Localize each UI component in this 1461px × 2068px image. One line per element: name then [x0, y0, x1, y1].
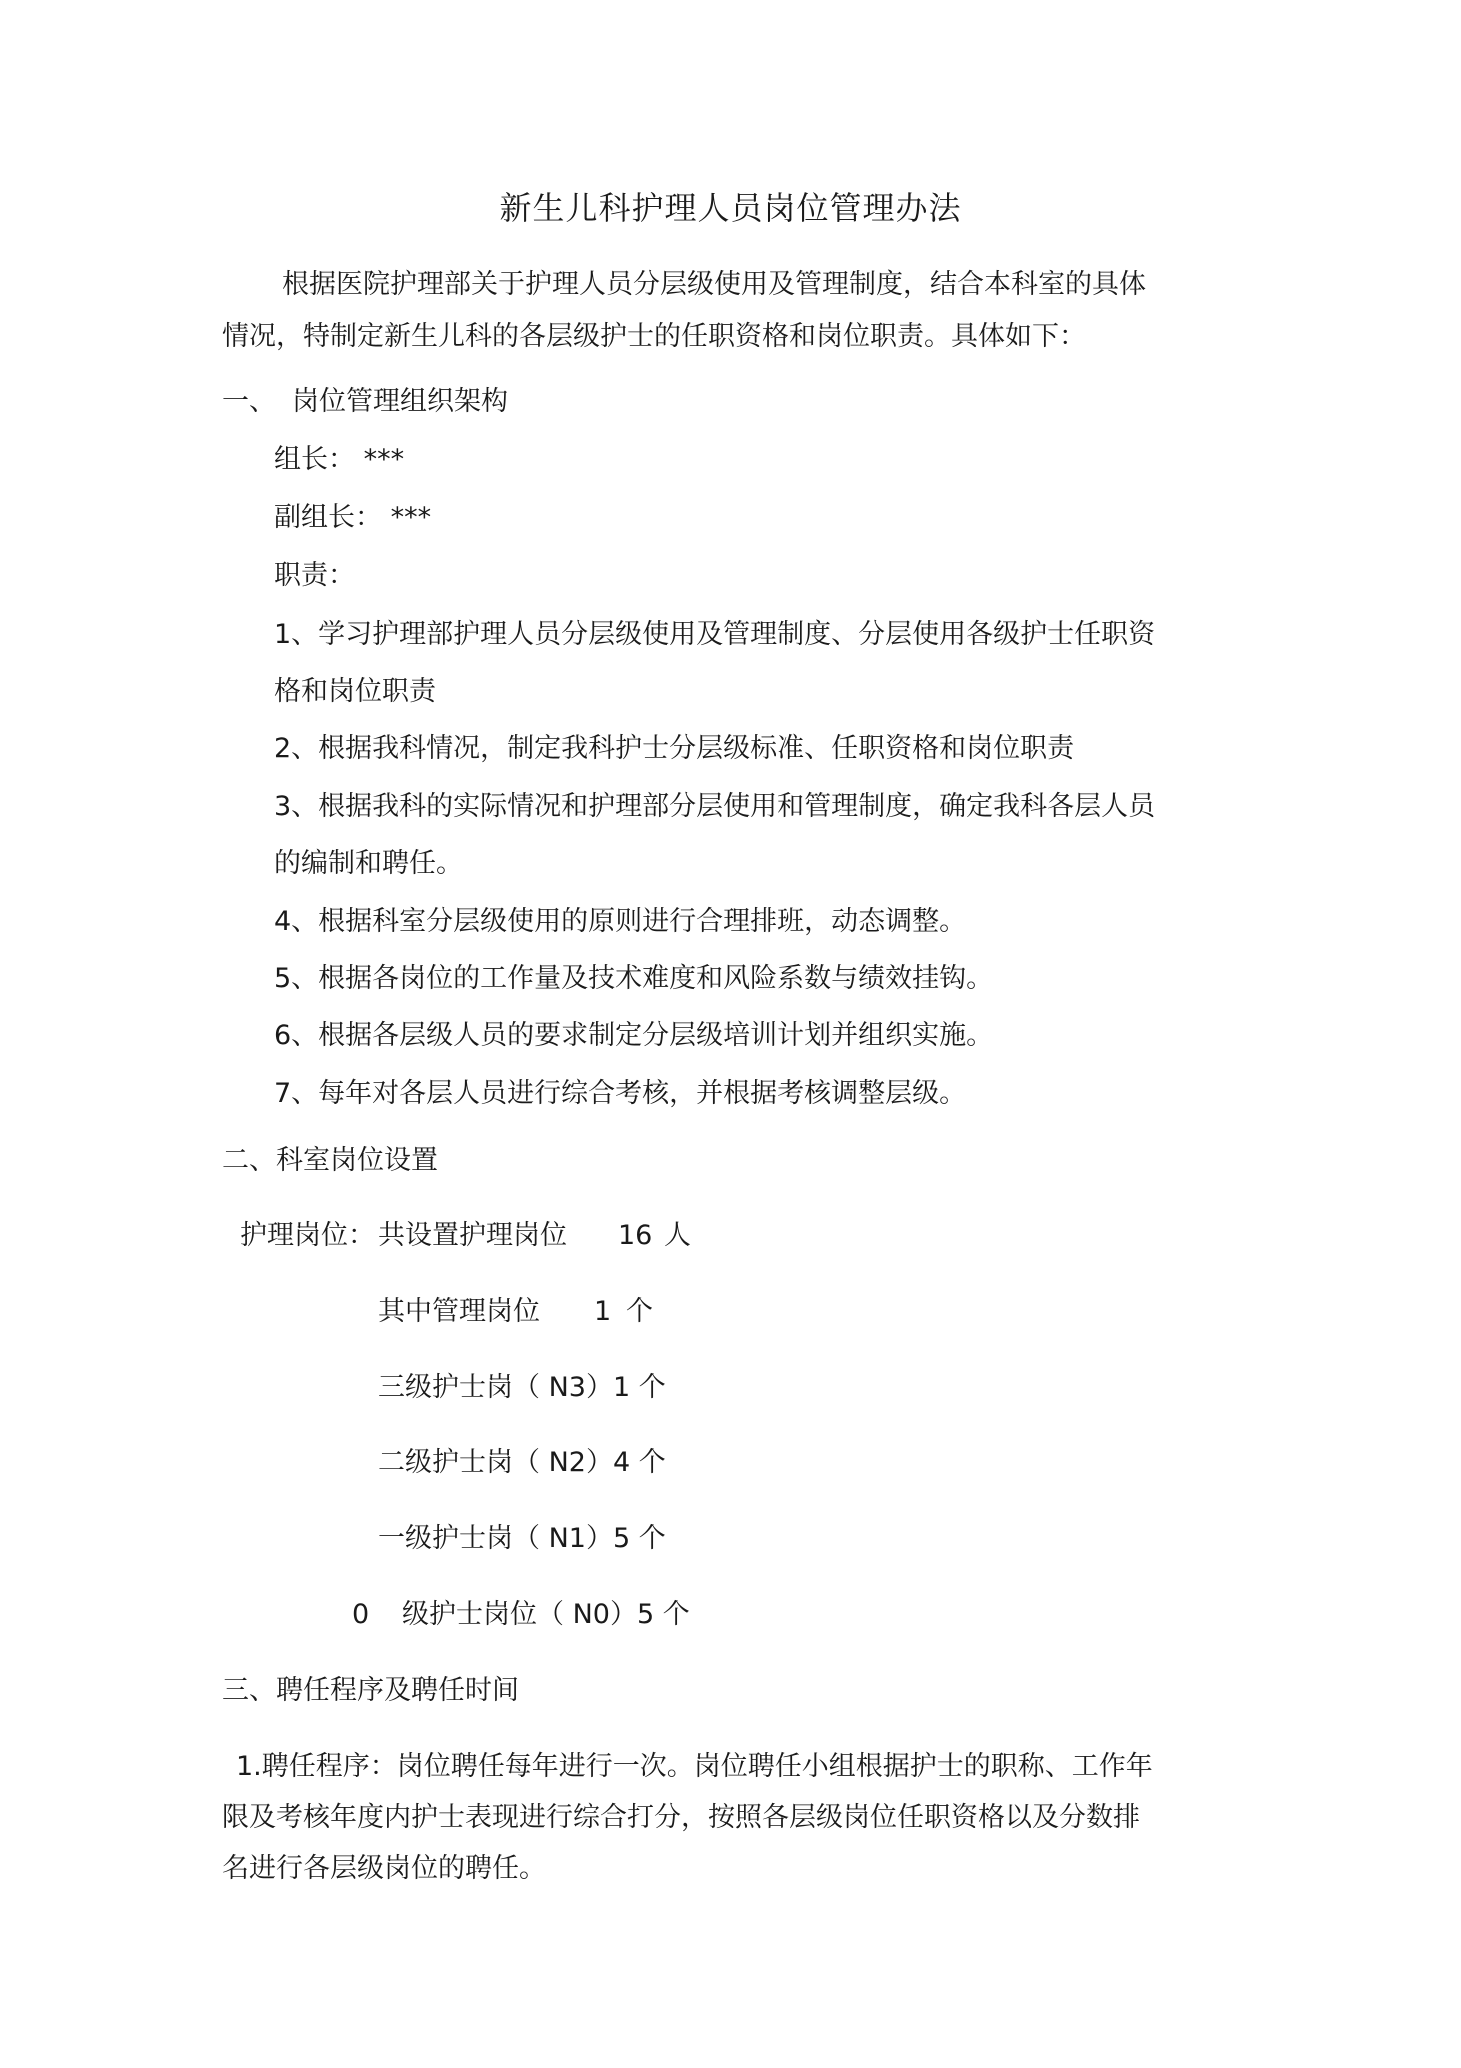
posts-n1: 一级护士岗（ N1）5 个	[378, 1523, 666, 1554]
posts-mgmt-num: 1	[594, 1296, 612, 1327]
posts-total-unit: 人	[664, 1220, 691, 1251]
duty-1-line-2: 格和岗位职责	[274, 676, 436, 707]
posts-total-text: 共设置护理岗位	[378, 1220, 567, 1251]
posts-n0-num: 0	[352, 1599, 370, 1630]
posts-mgmt-text: 其中管理岗位	[378, 1296, 540, 1327]
section2-heading: 二、科室岗位设置	[222, 1145, 438, 1176]
duty-4: 4、根据科室分层级使用的原则进行合理排班，动态调整。	[274, 906, 967, 937]
section1-heading: 岗位管理组织架构	[292, 386, 508, 417]
duty-2: 2、根据我科情况，制定我科护士分层级标准、任职资格和岗位职责	[274, 733, 1075, 764]
duty-6: 6、根据各层级人员的要求制定分层级培训计划并组织实施。	[274, 1020, 994, 1051]
duty-7: 7、每年对各层人员进行综合考核，并根据考核调整层级。	[274, 1078, 967, 1109]
posts-label: 护理岗位：	[240, 1220, 375, 1251]
posts-total-num: 16	[618, 1220, 653, 1251]
duty-1-line-1: 1、学习护理部护理人员分层级使用及管理制度、分层使用各级护士任职资	[274, 619, 1156, 650]
posts-mgmt-unit: 个	[626, 1296, 653, 1327]
duty-5: 5、根据各岗位的工作量及技术难度和风险系数与绩效挂钩。	[274, 963, 994, 994]
section3-heading: 三、聘任程序及聘任时间	[222, 1675, 519, 1706]
deputy-line: 副组长： ***	[274, 502, 432, 533]
document-title: 新生儿科护理人员岗位管理办法	[499, 189, 962, 227]
intro-line-2: 情况，特制定新生儿科的各层级护士的任职资格和岗位职责。具体如下：	[222, 321, 1086, 352]
leader-line: 组长： ***	[274, 444, 405, 475]
section3-para-line-1: 1.聘任程序：岗位聘任每年进行一次。岗位聘任小组根据护士的职称、工作年	[236, 1751, 1153, 1782]
intro-line-1: 根据医院护理部关于护理人员分层级使用及管理制度，结合本科室的具体	[282, 269, 1146, 300]
section3-para-line-2: 限及考核年度内护士表现进行综合打分，按照各层级岗位任职资格以及分数排	[222, 1802, 1140, 1833]
posts-n3: 三级护士岗（ N3）1 个	[378, 1372, 666, 1403]
duty-3-line-2: 的编制和聘任。	[274, 848, 463, 879]
posts-n0: 级护士岗位（ N0）5 个	[402, 1599, 690, 1630]
duties-label: 职责：	[274, 560, 355, 591]
section3-para-line-3: 名进行各层级岗位的聘任。	[222, 1853, 546, 1884]
posts-n2: 二级护士岗（ N2）4 个	[378, 1447, 666, 1478]
duty-3-line-1: 3、根据我科的实际情况和护理部分层使用和管理制度，确定我科各层人员	[274, 791, 1156, 822]
section1-number: 一、	[222, 386, 276, 417]
